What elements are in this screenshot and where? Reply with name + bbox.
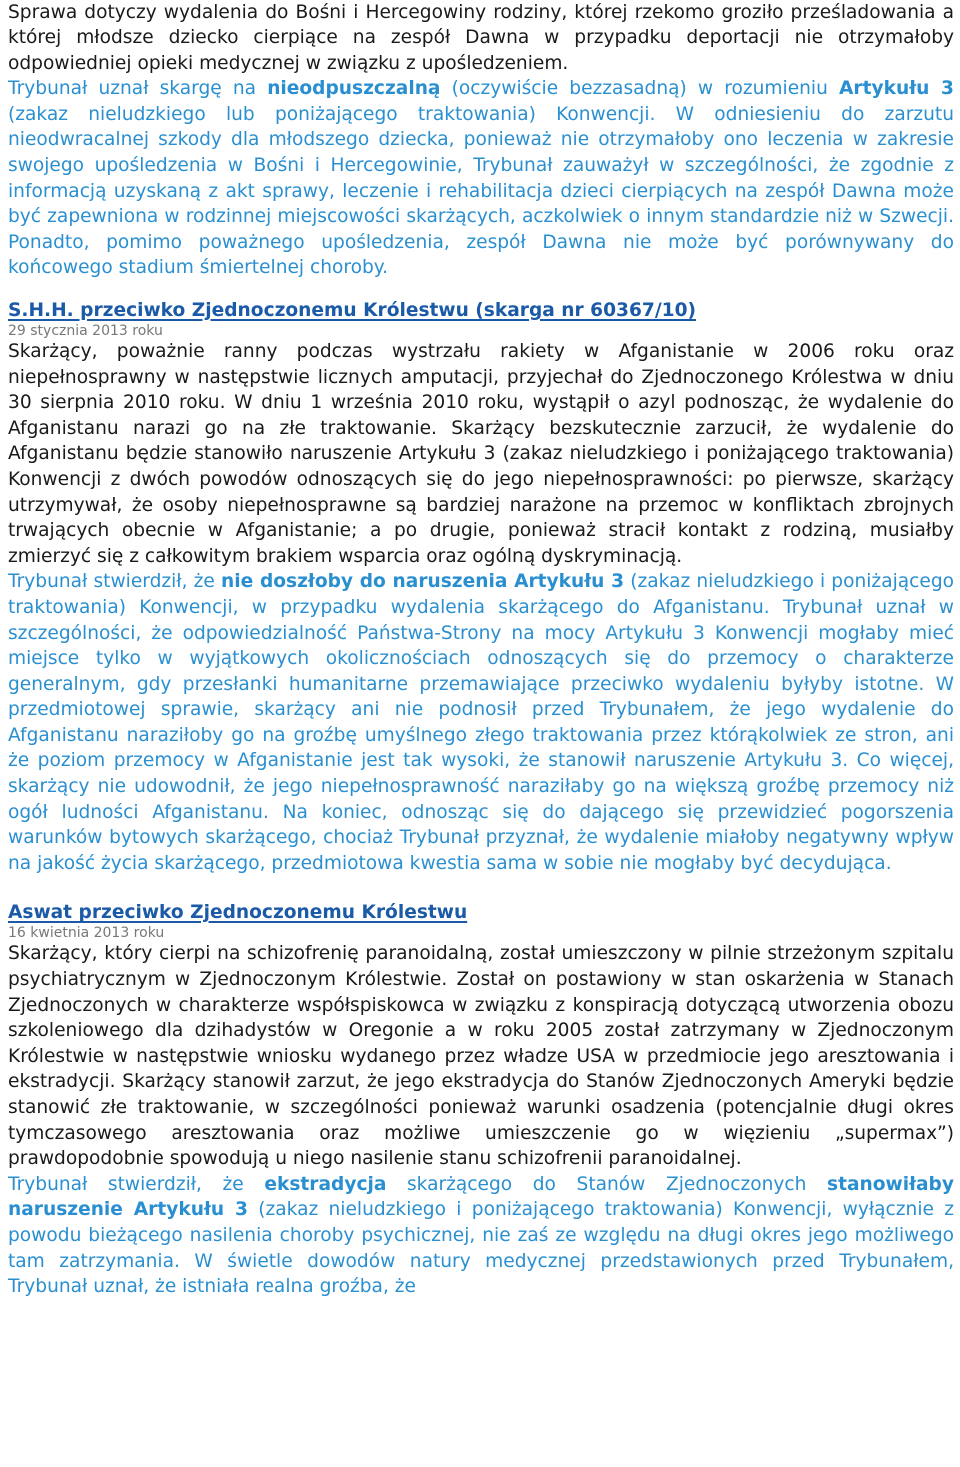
case1-facts-paragraph: Sprawa dotyczy wydalenia do Bośni i Hercegowiny rodziny, której rzekomo groziło prześladowania a której młodsze dziecko cierpiące na zespół Dawna w przypadku deportacji nie otrzymałoby odpowiedniej opieki medycznej w związku z upośledzeniem. xyxy=(8,2,954,74)
case1-ruling-text-e: (zakaz nieludzkiego lub poniżającego traktowania) Konwencji. W odniesieniu do zarzutu nieodwracalnej szkody dla młodszego dziecka, ponieważ nie otrzymałoby ono leczenia w zakresie swojego upośledzenia w Bośni i Hercegowinie, Trybunał zauważył w szczególności, że zgodnie z informacją uzyskaną z akt sprawy, leczenie i rehabilitacja dzieci cierpiących na zespół Dawna może być zapewniona w rodzinnej miejscowości skarżących, aczkolwiek o innym standardzie niż w Szwecji. Ponadto, pomimo poważnego upośledzenia, zespół Dawna nie może być porównywany do końcowego stadium śmiertelnej choroby. xyxy=(8,103,954,279)
case1-ruling-bold-inadmissible: nieodpuszczalną xyxy=(267,78,441,100)
case3-ruling-text-c: skarżącego do Stanów Zjednoczonych xyxy=(386,1173,828,1195)
case2-facts-paragraph: Skarżący, poważnie ranny podczas wystrzału rakiety w Afganistanie w 2006 roku oraz niepełnosprawny w następstwie licznych amputacji, przyjechał do Zjednoczonego Królestwa w dniu 30 sierpnia 2010 roku. W dniu 1 września 2010 roku, wystąpił o azyl podnosząc, że wydalenie do Afganistanu narazi go na złe traktowanie. Skarżący bezskutecznie zarzucił, że wydalenie do Afganistanu będzie stanowiło naruszenie Artykułu 3 (zakaz nieludzkiego i poniżającego traktowania) Konwencji z dwóch powodów odnoszących się do jego niepełnosprawności: po pierwsze, skarżący utrzymywał, że osoby niepełnosprawne są bardziej narażone na przemoc w konfliktach zbrojnych trwających obecnie w Afganistanie; a po drugie, ponieważ stracił kontakt z rodziną, musiałby zmierzyć się z całkowitym brakiem wsparcia oraz ogólną dyskryminacją. xyxy=(8,340,954,567)
case1-ruling-text-a: Trybunał uznał skargę na xyxy=(8,78,268,100)
case3-date: 16 kwietnia 2013 roku xyxy=(8,925,165,942)
case3-facts-paragraph: Skarżący, który cierpi na schizofrenię paranoidalną, został umieszczony w pilnie strzeżonym szpitalu psychiatrycznym w Zjednoczonym Królestwie. Został on postawiony w stan oskarżenia w Stanach Zjednoczonych w charakterze współspiskowca w związku z konspiracją dotyczącą utworzenia obozu szkoleniowego dla dzihadystów w Oregonie a w roku 2005 został zatrzymany w Zjednoczonym Królestwie w następstwie wniosku wydanego przez władze USA w przedmiocie jego aresztowania i ekstradycji. Skarżący stanowił zarzut, że jego ekstradycja do Stanów Zjednoczonych Ameryki będzie stanowić złe traktowanie, w szczególności ponieważ warunki osadzenia (potencjalnie długi okres tymczasowego aresztowania oraz możliwe umieszczenie go w więzieniu „supermax”) prawdopodobnie spowodują u niego nasilenie stanu schizofrenii paranoidalnej. xyxy=(8,943,954,1170)
case1-ruling-text-c: (oczywiście bezzasadną) w rozumieniu xyxy=(440,78,840,100)
case3-ruling-bold-violation: stanowiłaby naruszenie Artykułu 3 xyxy=(8,1173,954,1221)
case2-date: 29 stycznia 2013 roku xyxy=(8,322,163,339)
case2-ruling-paragraph xyxy=(8,569,954,876)
document-page xyxy=(8,0,954,1300)
case2-ruling-text-a: Trybunał stwierdził, że xyxy=(8,571,222,593)
case3-title-link[interactable]: Aswat przeciwko Zjednoczonemu Królestwu xyxy=(8,902,468,924)
case3-ruling-text-e: (zakaz nieludzkiego i poniżającego traktowania) Konwencji, wyłącznie z powodu bieżącego nasilenia choroby psychicznej, nie zaś ze względu na długi okres jego możliwego tam zatrzymania. W świetle dowodów natury medycznej przedstawionych przed Trybunałem, Trybunał uznał, że istniała realna groźba, że xyxy=(8,1199,954,1298)
case1-ruling-bold-article: Artykułu 3 xyxy=(839,78,954,100)
case2-title-link[interactable]: S.H.H. przeciwko Zjednoczonemu Królestwu (skarga nr 60367/10) xyxy=(8,299,697,321)
case2-ruling-text-c: (zakaz nieludzkiego i poniżającego traktowania) Konwencji, w przypadku wydalenia skarżącego do Afganistanu. Trybunał uznał w szczególności, że odpowiedzialność Państwa-Strony na mocy Artykułu 3 Konwencji mogłaby mieć miejsce tylko w wyjątkowych okolicznościach odnoszących się do przemocy o charakterze generalnym, gdy przesłanki humanitarne przemawiające przeciwko wydaleniu byłyby istotne. W przedmiotowej sprawie, skarżący ani nie podnosił przed Trybunałem, że jego wydalenie do Afganistanu naraziłoby go na groźbę umyślnego złego traktowania przez którąkolwiek ze stron, ani że poziom przemocy w Afganistanie jest tak wysoki, że stanowił naruszenie Artykułu 3. Co więcej, skarżący nie udowodnił, że jego niepełnosprawność naraziłaby go na większą groźbę przemocy niż ogół ludności Afganistanu. Na koniec, odnosząc się do dającego się przewidzieć pogorszenia warunków bytowych skarżącego, chociaż Trybunał przyznał, że wydalenie miałoby negatywny wpływ na jakość życia skarżącego, przedmiotowa kwestia sama w sobie nie mogłaby być decydująca. xyxy=(8,571,954,874)
case3-ruling-bold-extradition: ekstradycja xyxy=(264,1173,387,1195)
case1-ruling-paragraph xyxy=(8,76,954,281)
case2-ruling-bold-no-violation: nie doszłoby do naruszenia Artykułu 3 xyxy=(221,571,625,593)
case3-ruling-text-a: Trybunał stwierdził, że xyxy=(8,1173,265,1195)
case3-ruling-paragraph xyxy=(8,1172,954,1300)
